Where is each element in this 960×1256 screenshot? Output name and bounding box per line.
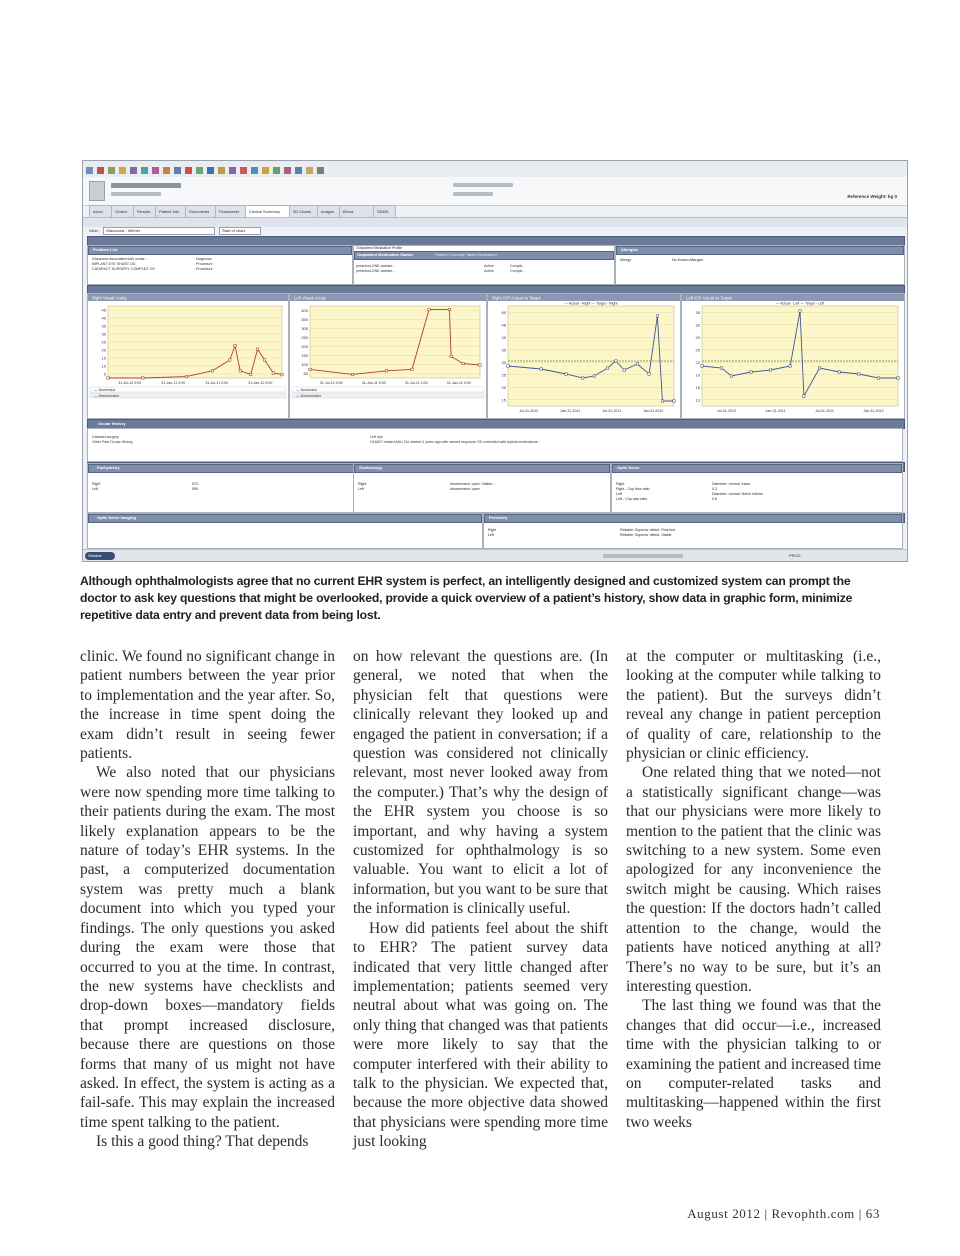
toolbar-icon[interactable]	[163, 167, 170, 174]
x-tick-label: Jan-31-2012	[863, 409, 884, 413]
data-point	[256, 348, 258, 350]
chart-plot-area	[702, 306, 898, 406]
chart-plot-area	[310, 306, 480, 378]
y-tick-label: 20	[101, 347, 106, 353]
tab-documents[interactable]: Documents	[185, 205, 216, 217]
legend-label: — Actual - Left — Target - Left	[775, 301, 825, 306]
data-point	[565, 373, 567, 375]
data-point	[250, 373, 252, 375]
data-point	[428, 308, 430, 310]
data-point	[897, 377, 899, 379]
x-tick-label: Jul-31-2011	[815, 409, 834, 413]
x-tick-label: Jan-31-2011	[765, 409, 786, 413]
toolbar-icon[interactable]	[317, 167, 324, 174]
data-point	[648, 373, 650, 375]
toolbar-icon[interactable]	[240, 167, 247, 174]
chart-right-visual-acuity	[87, 293, 289, 419]
chart-svg	[290, 294, 486, 418]
y-tick-label: 45	[101, 307, 106, 313]
paragraph: We also noted that our physicians were now spending more time talking to their patients during the exam. The most likely explanation appears to be the nature of today’s EHR systems. In the past, a computerized documentation system was pretty much a blank document into which you typed your findings. The only questions you asked during the exam were those that occurred to you at the time. In contrast, the new systems have checklists and drop-down boxes—mandatory fields that prompt increased disclosure, because there are questions on those forms that many of us might not have asked. In effect, the system is acting as a fail-safe. This may explain the increased time spent talking to the patient.	[80, 764, 335, 1131]
data-point	[606, 367, 608, 369]
chart-title: Right Visual Acuity	[92, 295, 127, 301]
y-tick-label: 300	[301, 326, 308, 331]
legend-label: — Actual - Right — Target - Right	[564, 301, 618, 306]
x-tick-label: Jul-31-2011	[602, 409, 622, 413]
article-column-1	[80, 647, 335, 1152]
data-point	[234, 344, 236, 346]
data-point	[462, 362, 464, 364]
tab-patient-info[interactable]: Patient Info	[155, 205, 186, 217]
y-tick-label: 30	[501, 359, 506, 365]
env-label: PROD	[789, 553, 801, 558]
legend-label: — Denominator	[94, 394, 120, 398]
figure-caption: Although ophthalmologists agree that no current EHR system is perfect, an intelligently designed and customized system can prompt the doctor to ask key questions that might be overlooked, provide a quick overview of a patient’s history, show data in graphic form, minimize repetitive data entry and prevent data from being lost.	[80, 574, 853, 622]
toolbar-icon[interactable]	[141, 167, 148, 174]
data-point	[185, 375, 187, 377]
tab-images[interactable]: Images	[317, 205, 340, 217]
y-tick-label: 200	[301, 344, 308, 349]
chart-svg	[488, 294, 680, 418]
paragraph: The last thing we found was that the changes that did occur—i.e., increased time with the physician talking to or examining the patient and increased time on computer-related tasks and multitasking—happened within the first two weeks	[626, 997, 881, 1131]
patient-banner	[83, 177, 907, 206]
y-tick-label: 25	[695, 347, 700, 353]
data-point	[750, 371, 752, 373]
data-point	[799, 310, 801, 312]
y-tick-label: 25	[101, 339, 106, 345]
data-point	[701, 365, 703, 367]
y-tick-label: 15	[101, 355, 106, 361]
allergies-panel: Allergies Allergy No Known Allergies	[615, 245, 905, 285]
page-footer: August 2012 | Revophth.com | 63	[687, 1206, 880, 1221]
x-tick-label: Jan-31-2012	[643, 409, 664, 413]
y-tick-label: 19	[695, 372, 700, 378]
x-tick-label: 31-Jul-10 0:00	[319, 381, 343, 385]
data-point	[351, 373, 353, 375]
tab-results[interactable]: Results	[133, 205, 156, 217]
sidebar-button[interactable]: Sidebar	[85, 552, 115, 560]
chart-left-iop-actual-vs-target	[681, 293, 905, 419]
data-point	[385, 370, 387, 372]
toolbar-icon[interactable]	[284, 167, 291, 174]
data-point	[636, 363, 638, 365]
y-tick-label: 60	[501, 309, 506, 315]
y-tick-label: 15	[501, 397, 506, 403]
tab-3d-charts[interactable]: 3D Charts	[289, 205, 318, 217]
toolbar-icon[interactable]	[196, 167, 203, 174]
toolbar-icon[interactable]	[130, 167, 137, 174]
chart-svg	[88, 294, 288, 418]
y-tick-label: 350	[301, 317, 308, 322]
y-tick-label: 400	[301, 308, 308, 313]
optic-nerve-imaging-panel: Optic Nerve Imaging	[87, 513, 483, 549]
problem-list-panel: Problem List Glaucoma associated with ocular... IMPLANT EYE SHUNT OD CATARACT SURGERY, COMPLEX OS Diagnosis Procedure Procedure	[87, 245, 353, 285]
toolbar-icon[interactable]	[119, 167, 126, 174]
y-tick-label: 30	[101, 331, 106, 337]
tab-clinical-summary[interactable]: Clinical Summary	[245, 205, 290, 217]
section-ocular-history-header: Ocular History	[87, 419, 905, 429]
article-column-2	[353, 647, 608, 1152]
data-point	[479, 364, 481, 366]
y-tick-label: 13	[695, 397, 700, 403]
ocular-history-panel: Cataract surgery Other Past Ocular History Left eye HL6827 related AAU OU started 4 years ago with steroid response OS controlled with topical medications...	[87, 428, 903, 462]
x-tick-label: Jan-31-2011	[560, 409, 581, 413]
reference-weight: Reference Weight: kg 0	[847, 194, 897, 199]
status-bar	[83, 549, 907, 562]
data-point	[229, 359, 231, 361]
legend-row	[90, 393, 286, 398]
y-tick-label: 25	[501, 372, 506, 378]
toolbar-icon[interactable]	[185, 167, 192, 174]
optic-nerve-panel: Optic Nerve Right Right - Cup disc ratio Left Left - Cup disc ratio Diameter: normal. Intact 0.3 Diameter: normal. Notch inferior 0.6	[611, 463, 903, 513]
x-tick-label: 31-Jul-10 0:00	[118, 381, 142, 385]
data-point	[411, 368, 413, 370]
paragraph: clinic. We found no significant change in patient numbers between the year prior to implementation and the year after. So, the increase in time spent doing the exam didn’t result in seeing fewer patients.	[80, 648, 335, 763]
toolbar-icon[interactable]	[295, 167, 302, 174]
y-tick-label: 35	[101, 323, 106, 329]
paragraph: One related thing that we noted—not a statistically significant change—was that our physicians were more likely to mention to the patient that the clinic was switching to a new system. Some even apologized for any inconvenience the switch might be causing. Which raises the question: If the doctors hadn’t called attention to the change, would the patients have noticed anything at all? There’s no way to be sure, but it’s an interesting question.	[626, 764, 881, 995]
data-point	[789, 365, 791, 367]
data-point	[615, 360, 617, 362]
view-bar	[83, 227, 907, 235]
x-tick-label: Jul-31-2010	[717, 409, 736, 413]
perimetry-panel: Perimetry Right Left Reliable: Superior defect. First test Reliable: Superior defect. Stable	[483, 513, 903, 549]
chart-svg	[682, 294, 904, 418]
data-point	[281, 373, 283, 375]
y-tick-label: 35	[501, 347, 506, 353]
chart-left-visual-acuity	[289, 293, 487, 419]
y-tick-label: 16	[695, 384, 700, 390]
chart-title: Left Visual Acuity	[294, 295, 326, 301]
ehr-toolbar	[83, 161, 907, 178]
y-tick-label: 35	[695, 309, 700, 315]
legend-row	[292, 387, 484, 392]
data-point	[540, 368, 542, 370]
y-tick-label: 20	[501, 384, 506, 390]
toolbar-icon[interactable]	[218, 167, 225, 174]
data-point	[211, 370, 213, 372]
y-tick-label: 150	[301, 353, 308, 358]
data-point	[661, 400, 663, 402]
chart-right-iop-actual-vs-target	[487, 293, 681, 419]
data-point	[448, 308, 450, 310]
gonioscopy-panel: Gonioscopy Right Left Assessment: open. Visible... Assessment: open	[353, 463, 611, 513]
legend-label: — Numerator	[94, 388, 116, 392]
data-point	[582, 377, 584, 379]
toolbar-icon[interactable]	[108, 167, 115, 174]
y-tick-label: 5	[103, 371, 106, 377]
medication-rows: prednisoLONE acetate... prednisoLONE acetate...	[356, 264, 396, 273]
x-tick-label: 31-Jan-12 0:00	[248, 381, 273, 385]
data-point	[656, 315, 658, 317]
data-point	[769, 369, 771, 371]
y-tick-label: 50	[303, 371, 308, 376]
y-tick-label: 32	[695, 322, 700, 328]
x-tick-label: 31-Jan-11 0:00	[161, 381, 186, 385]
legend-label: — Numerator	[296, 388, 318, 392]
tab-sdms[interactable]: SDMS	[373, 205, 396, 217]
y-tick-label: 40	[101, 315, 106, 321]
tab-orders[interactable]: Orders	[111, 205, 134, 217]
tab-blood-products[interactable]: Blood	[339, 205, 374, 217]
toolbar-icon[interactable]	[273, 167, 280, 174]
y-tick-label: 29	[695, 334, 700, 340]
patient-photo-icon	[89, 181, 105, 201]
data-point	[818, 367, 820, 369]
toolbar-icon[interactable]	[229, 167, 236, 174]
y-tick-label: 40	[501, 334, 506, 340]
x-tick-label: 31-Jul-11 0:00	[404, 381, 428, 385]
toolbar-icon[interactable]	[251, 167, 258, 174]
view-label: View:	[89, 228, 99, 233]
chart-title: Right IOP Actual vs Target	[492, 295, 541, 301]
article-column-3	[626, 647, 881, 1132]
paragraph: on how relevant the questions are. (In general, we noted that when the physician felt that questions were clinically relevant they looked up and engaged the patient in conversation; if a question was considered not clinically relevant, most never looked away from the computer.) That’s why the design of the EHR system you choose is so important, and why having a system customized for ophthalmology is so valuable. You want to elicit a lot of information, but you want to be sure that the information is clinically useful.	[353, 648, 608, 918]
x-tick-label: Jul-31-2010	[519, 409, 539, 413]
chart-plot-area	[508, 306, 674, 406]
data-point	[272, 372, 274, 374]
y-tick-label: 22	[695, 359, 700, 365]
ehr-screenshot	[82, 160, 908, 562]
toolbar-icon[interactable]	[174, 167, 181, 174]
tab-inbox[interactable]: Inbox	[89, 205, 112, 217]
data-point	[450, 355, 452, 357]
data-point	[239, 370, 241, 372]
paragraph: Is this a good thing? That depends	[96, 1133, 309, 1151]
toolbar-icon[interactable]	[306, 167, 313, 174]
medication-panel: Outpatient Medication Profile Outpatient Medication Status: Patient Currently Takes Medication prednisoLONE acetate... prednisoLONE acetate... Active Active Comple... Comple...	[353, 245, 615, 285]
toolbar-icon[interactable]	[207, 167, 214, 174]
toolbar-icon[interactable]	[262, 167, 269, 174]
x-tick-label: 31-Jul-11 0:00	[205, 381, 229, 385]
data-point	[673, 400, 675, 402]
data-point	[507, 365, 509, 367]
pachymetry-panel: Pachymetry Right Left 573 550	[87, 463, 355, 513]
data-point	[858, 373, 860, 375]
y-tick-label: 250	[301, 335, 308, 340]
toolbar-icon[interactable]	[97, 167, 104, 174]
toolbar-icon[interactable]	[86, 167, 93, 174]
problem-list-rows: Glaucoma associated with ocular... IMPLANT EYE SHUNT OD CATARACT SURGERY, COMPLEX OS	[92, 257, 155, 271]
legend-label: — Denominator	[296, 394, 322, 398]
data-point	[803, 395, 805, 397]
data-point	[730, 375, 732, 377]
data-point	[142, 377, 144, 379]
view-select[interactable]: Glaucoma - Wilmer	[103, 227, 215, 235]
toolbar-icon[interactable]	[152, 167, 159, 174]
data-point	[877, 377, 879, 379]
data-point	[263, 359, 265, 361]
start-select[interactable]: Start of chart	[219, 227, 261, 235]
legend-row	[90, 387, 286, 392]
chart-title: Left IOP Actual vs Target	[686, 295, 732, 301]
y-tick-label: 48	[501, 322, 506, 328]
x-tick-label: 31-Jan-12 0:00	[446, 381, 471, 385]
paragraph: at the computer or multitasking (i.e., looking at the computer while talking to the patient). But the surveys didn’t reveal any change in patient perception of quality of care, relationship to the physician or clinic efficiency.	[626, 648, 881, 763]
data-point	[623, 369, 625, 371]
data-point	[838, 371, 840, 373]
data-point	[107, 377, 109, 379]
data-point	[720, 367, 722, 369]
paragraph: How did patients feel about the shift to EHR? The patient survey data indicated that very little changed after implementation; patients seemed very neutral about what was going on. The only thing that changed was that patients were more likely to say that the computer interfered with their ability to talk to the physician. We expected that, because the more objective data showed that physicians were spending more time just looking	[353, 919, 608, 1151]
data-point	[309, 368, 311, 370]
tab-flowsheets[interactable]: Flowsheets	[215, 205, 246, 217]
y-tick-label: 10	[101, 363, 106, 369]
data-point	[593, 375, 595, 377]
y-tick-label: 100	[301, 362, 308, 367]
x-tick-label: 31-Jan-11 0:00	[361, 381, 386, 385]
